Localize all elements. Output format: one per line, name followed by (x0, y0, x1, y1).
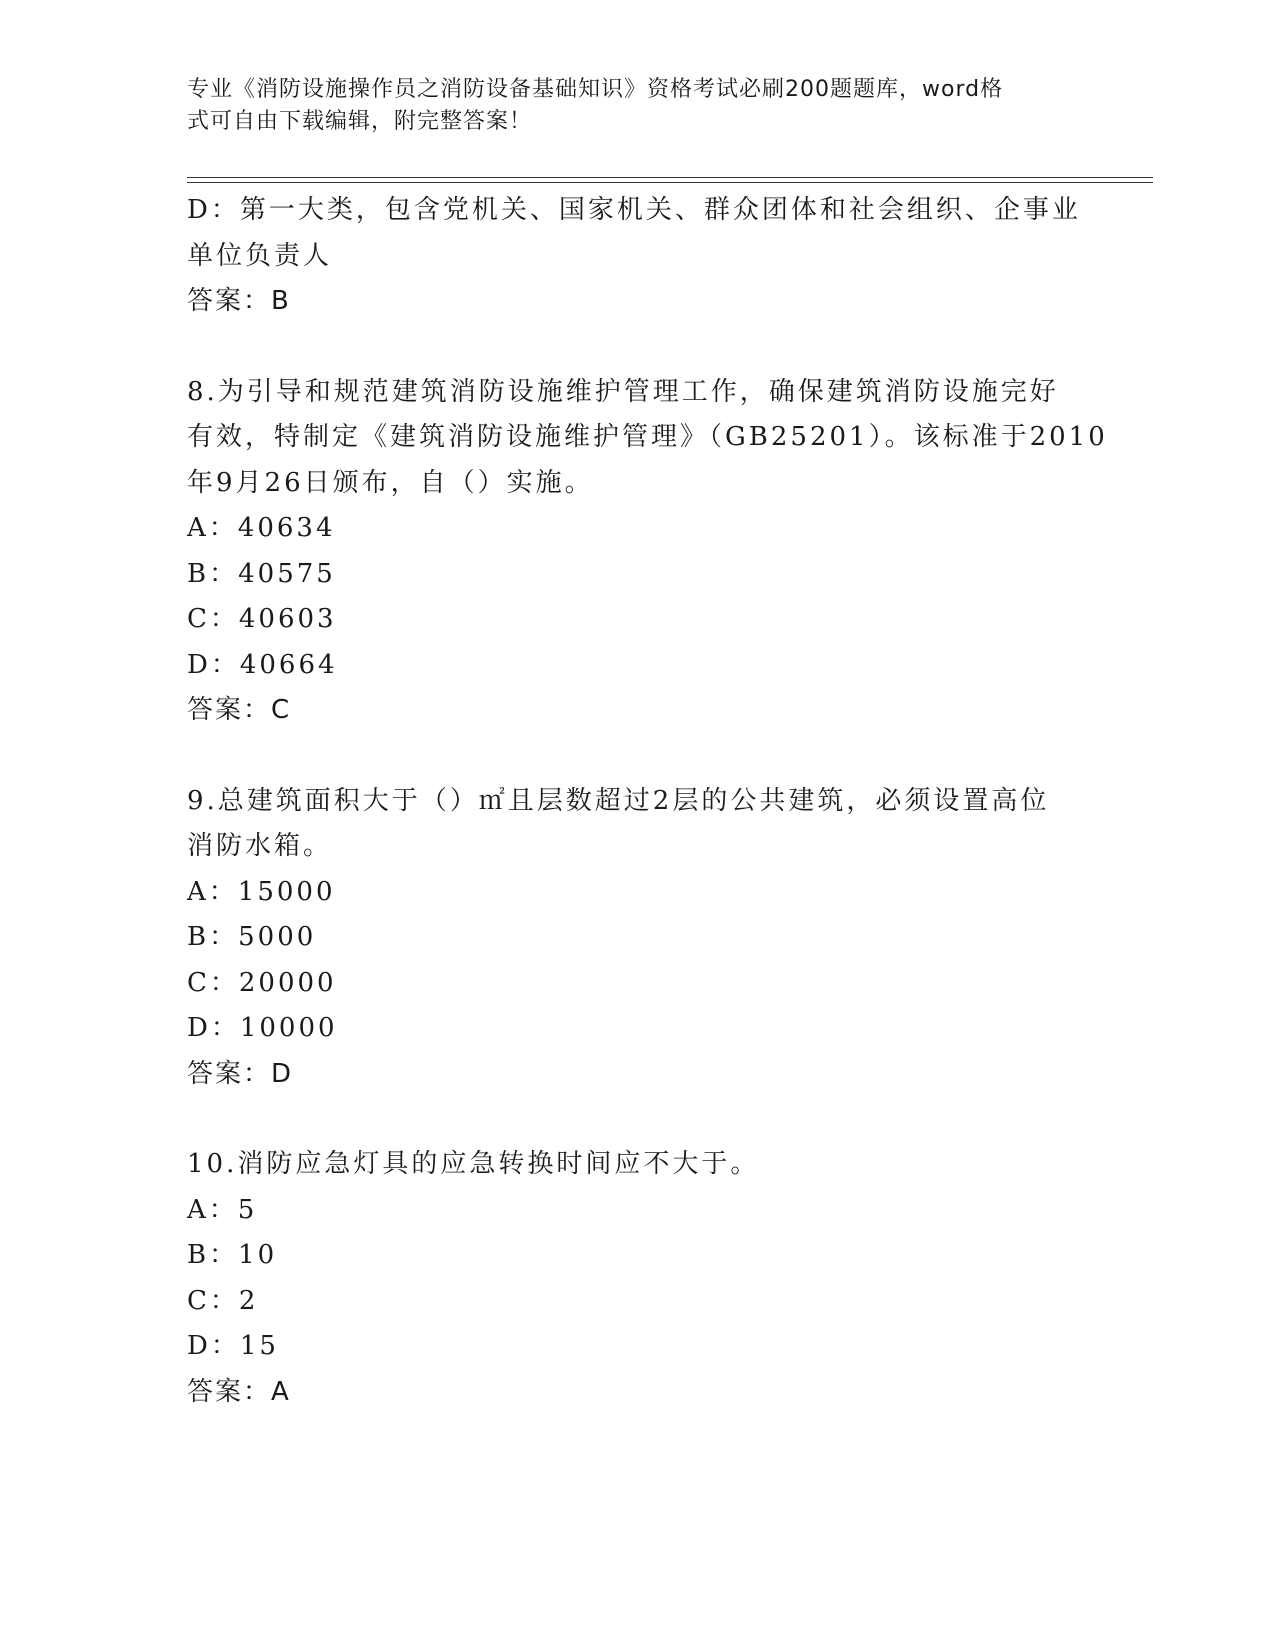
spacer (187, 1097, 1087, 1142)
question-10 (187, 1142, 1087, 1415)
question-list (187, 188, 1108, 1415)
option-b: B：5000 (187, 922, 317, 952)
question-stem-line: 10.消防应急灯具的应急转换时间应不大于。 (187, 1149, 760, 1179)
option-c: C：20000 (187, 967, 337, 998)
question-9 (187, 779, 1087, 1098)
option-d-line-1: D：第一大类，包含党机关、国家机关、群众团体和社会组织、企事业 (187, 195, 1081, 225)
answer-label: 答案：A (187, 1376, 291, 1407)
spacer (187, 325, 1087, 370)
document-header (187, 74, 1067, 138)
answer-label: 答案：D (187, 1058, 294, 1089)
question-stem-line: 消防水箱。 (187, 831, 333, 861)
spacer (187, 734, 1087, 779)
option-d: D：40664 (187, 649, 338, 680)
question-stem-line: 年9月26日颁布，自（）实施。 (187, 467, 594, 498)
option-b: B：40575 (187, 558, 336, 589)
header-divider-top (187, 177, 1153, 178)
question-7-tail (187, 188, 1087, 325)
option-d-line-2: 单位负责人 (187, 240, 333, 271)
option-a: A：15000 (187, 876, 336, 907)
option-d: D：10000 (187, 1013, 338, 1043)
answer-label: 答案：C (187, 695, 292, 725)
answer-label: 答案：B (187, 286, 291, 316)
option-b: B：10 (187, 1240, 278, 1270)
header-line-2: 式可自由下载编辑，附完整答案！ (187, 109, 533, 134)
question-stem-line: 8.为引导和规范建筑消防设施维护管理工作，确保建筑消防设施完好 (187, 376, 1059, 407)
header-line-1: 专业《消防设施操作员之消防设备基础知识》资格考试必刷200题题库，word格 (187, 77, 1004, 102)
option-a: A：5 (187, 1194, 258, 1225)
question-stem-line: 9.总建筑面积大于（）㎡且层数超过2层的公共建筑，必须设置高位 (187, 785, 1050, 816)
option-c: C：2 (187, 1285, 259, 1316)
question-stem-line: 有效，特制定《建筑消防设施维护管理》（GB25201）。该标准于2010 (187, 422, 1108, 452)
option-c: C：40603 (187, 604, 337, 634)
header-divider-bottom (187, 182, 1153, 183)
question-8 (187, 370, 1108, 734)
option-a: A：40634 (187, 513, 336, 543)
option-d: D：15 (187, 1331, 279, 1361)
